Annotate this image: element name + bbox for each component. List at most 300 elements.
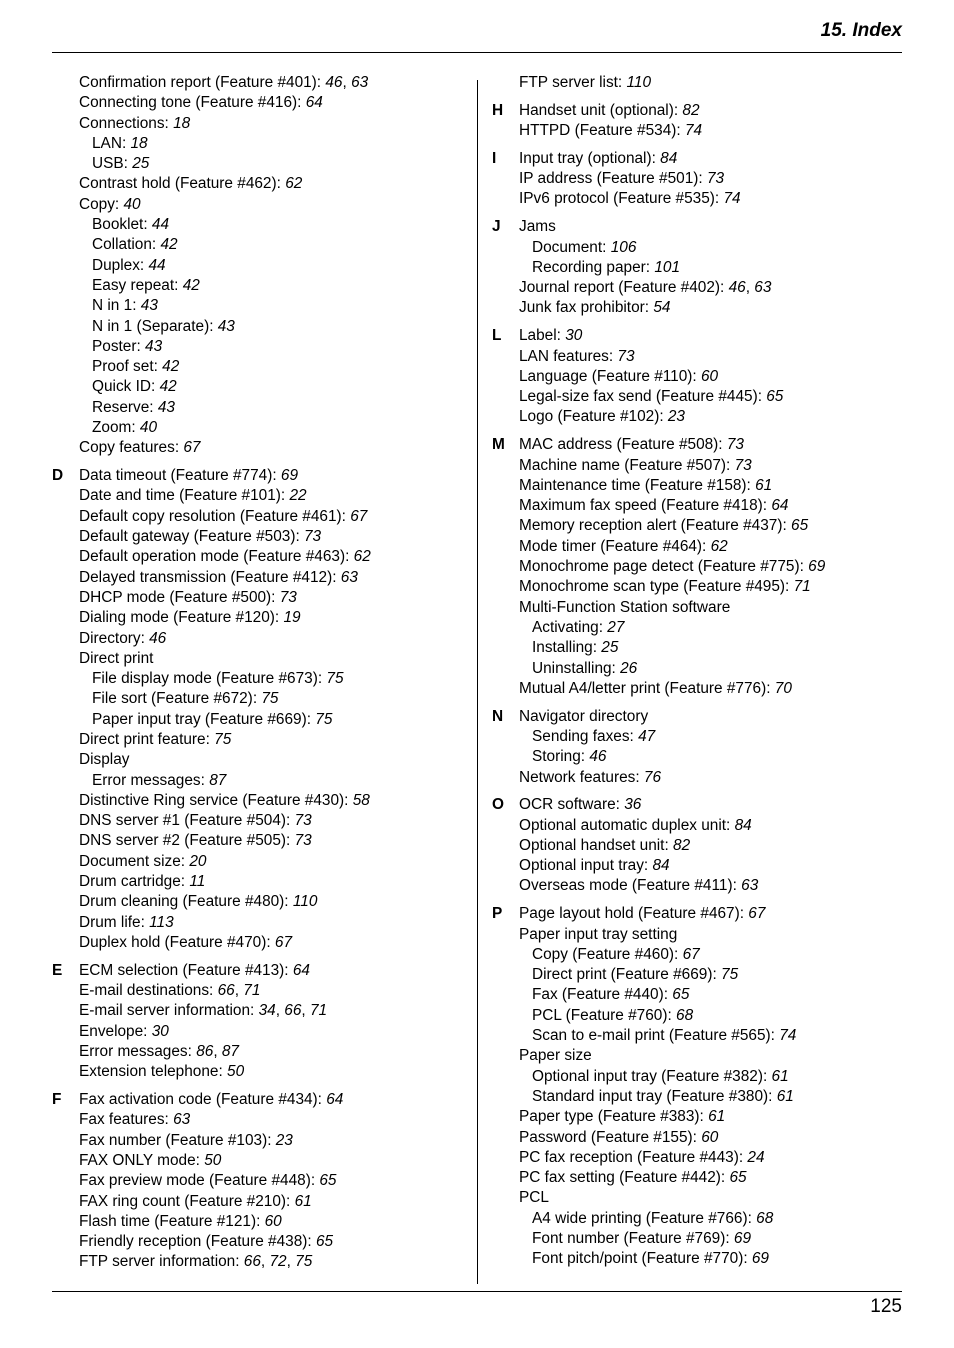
page-reference-link[interactable]: 69: [808, 558, 826, 576]
entry-label: Direct print: [79, 649, 154, 667]
index-entry: [492, 1168, 902, 1188]
entry-label: Mode timer (Feature #464):: [519, 537, 711, 555]
entry-label: Uninstalling:: [532, 659, 621, 677]
page-reference-link[interactable]: 58: [352, 791, 370, 809]
index-entry: [492, 101, 902, 121]
entry-label: Proof set:: [92, 358, 163, 376]
page-reference-link[interactable]: 75: [721, 966, 739, 984]
index-group-m: [492, 435, 902, 699]
page-reference-link[interactable]: 73: [294, 832, 312, 850]
page-reference-link[interactable]: 65: [791, 517, 809, 535]
index-entry: [52, 1131, 470, 1151]
entry-label: PC fax setting (Feature #442):: [519, 1169, 730, 1187]
page-reference-link[interactable]: 46: [149, 629, 167, 647]
entry-label: File display mode (Feature #673):: [92, 670, 327, 688]
page-reference-link[interactable]: 50: [227, 1063, 245, 1081]
index-subentry: [492, 985, 902, 1005]
page-reference-link[interactable]: 73: [706, 170, 725, 188]
page-reference-link[interactable]: 75: [295, 1253, 313, 1271]
entry-label: Page layout hold (Feature #467):: [519, 905, 749, 923]
entry-label: Font pitch/point (Feature #770):: [532, 1250, 752, 1268]
page-reference-link[interactable]: 61: [776, 1087, 794, 1105]
entry-label: Junk fax prohibitor:: [519, 299, 654, 317]
page-reference-link[interactable]: 74: [779, 1027, 797, 1045]
index-group-d: [52, 466, 470, 953]
page-reference-link[interactable]: 65: [315, 1233, 334, 1251]
page-reference-link[interactable]: 61: [708, 1108, 726, 1126]
footer-rule: [52, 1291, 902, 1292]
page-reference-link[interactable]: 30: [151, 1022, 169, 1040]
index-entry: [492, 121, 902, 141]
index-letter: M: [492, 436, 505, 454]
index-group-p: [492, 904, 902, 1269]
page-reference-link[interactable]: 110: [626, 74, 652, 91]
page-reference-link[interactable]: 34: [258, 1002, 276, 1020]
page-reference-link[interactable]: 46: [325, 74, 343, 91]
page-reference-link[interactable]: 23: [275, 1131, 293, 1149]
entry-label: Machine name (Feature #507):: [519, 456, 735, 474]
entry-label: Extension telephone:: [79, 1063, 228, 1081]
index-entry: [52, 629, 470, 649]
page-reference-link[interactable]: 50: [204, 1151, 222, 1169]
entry-label: PCL: [519, 1189, 549, 1207]
entry-label: Duplex:: [92, 256, 149, 274]
index-entry: [52, 791, 470, 811]
entry-label: Font number (Feature #769):: [532, 1230, 734, 1248]
page-reference-link[interactable]: 82: [673, 836, 691, 854]
entry-label: LAN features:: [519, 347, 618, 365]
page-reference-link[interactable]: 43: [157, 398, 175, 416]
page-reference-link[interactable]: 87: [209, 771, 227, 789]
entry-label: Legal-size fax send (Feature #445):: [519, 388, 767, 406]
page-reference-link[interactable]: 73: [304, 528, 322, 546]
entry-label: Drum life:: [79, 913, 150, 931]
page-reference-link[interactable]: 67: [350, 507, 368, 525]
entry-label: Logo (Feature #102):: [519, 408, 668, 426]
page-reference-link[interactable]: 106: [610, 238, 637, 256]
page-reference-link[interactable]: 82: [682, 101, 700, 119]
entry-label: LAN:: [92, 134, 131, 152]
entry-label: PC fax reception (Feature #443):: [519, 1148, 748, 1166]
page-reference-link[interactable]: 42: [182, 276, 200, 294]
index-subentry: [52, 235, 470, 255]
page-reference-link[interactable]: 42: [160, 236, 178, 254]
page-reference-link[interactable]: 72: [269, 1253, 287, 1271]
entry-label: DHCP mode (Feature #500):: [79, 588, 280, 606]
page-number: 125: [870, 1296, 902, 1317]
index-subentry: [52, 134, 470, 154]
entry-label: Default operation mode (Feature #463):: [79, 548, 354, 566]
entry-label: Distinctive Ring service (Feature #430):: [79, 791, 353, 809]
index-subentry: [492, 258, 902, 278]
entry-label: Monochrome page detect (Feature #775):: [519, 558, 809, 576]
index-subentry: [52, 771, 470, 791]
entry-label: Installing:: [532, 639, 602, 657]
index-group-f: [52, 1090, 470, 1273]
page-reference-link[interactable]: 62: [353, 548, 371, 566]
page-reference-link[interactable]: 69: [733, 1230, 752, 1248]
index-entry: [492, 169, 902, 189]
entry-label: FAX ring count (Feature #210):: [79, 1192, 295, 1210]
index-entry: [492, 189, 902, 209]
entry-label: Storing:: [532, 748, 590, 766]
page-reference-link[interactable]: 63: [173, 1111, 191, 1129]
index-entry: [52, 1192, 470, 1212]
index-entry: [52, 174, 470, 194]
index-entry: [492, 856, 902, 876]
index-entry: [52, 750, 470, 770]
page-reference-link[interactable]: 69: [280, 467, 299, 485]
page-reference-link[interactable]: 84: [652, 857, 670, 875]
page-reference-link[interactable]: 26: [620, 659, 638, 677]
index-group-n: [492, 707, 902, 788]
index-subentry: [492, 659, 902, 679]
page-reference-link[interactable]: 66: [284, 1002, 302, 1020]
entry-label: Zoom:: [92, 419, 140, 437]
page-reference-link[interactable]: 40: [139, 419, 158, 437]
index-entry: [492, 435, 902, 455]
page-reference-link[interactable]: 62: [285, 175, 303, 193]
entry-label: Password (Feature #155):: [519, 1128, 702, 1146]
entry-label: Optional input tray (Feature #382):: [532, 1067, 772, 1085]
index-entry: E-mail server information: 34, 66, 71: [79, 1002, 328, 1020]
index-subentry: [492, 965, 902, 985]
index-entry: [492, 149, 902, 169]
entry-label: Display: [79, 751, 130, 769]
index-entry: [492, 598, 902, 618]
entry-label: Jams: [519, 218, 556, 236]
entry-label: Overseas mode (Feature #411):: [519, 877, 742, 895]
index-letter: D: [52, 467, 64, 485]
index-entry: Journal report (Feature #402): 46, 63: [519, 279, 772, 297]
page-reference-link[interactable]: 44: [151, 216, 170, 234]
entry-label: Fax (Feature #440):: [532, 986, 673, 1004]
page-reference-link[interactable]: 110: [292, 893, 318, 911]
index-group-continued: [52, 73, 470, 459]
page-reference-link[interactable]: 46: [728, 279, 746, 297]
index-entry: [492, 577, 902, 597]
index-group-continued: [492, 73, 902, 93]
page-reference-link[interactable]: 64: [326, 1091, 344, 1109]
page-reference-link[interactable]: 43: [145, 337, 163, 355]
index-letter: L: [492, 327, 502, 345]
entry-label: Direct print (Feature #669):: [532, 966, 722, 984]
index-entry: [52, 438, 470, 458]
entry-label: Language (Feature #110):: [519, 367, 701, 385]
page-reference-link[interactable]: 22: [289, 487, 307, 505]
page-reference-link[interactable]: 113: [149, 913, 174, 931]
page-reference-link[interactable]: 66: [217, 982, 235, 1000]
index-letter: J: [492, 218, 501, 236]
page-reference-link[interactable]: 73: [294, 812, 312, 830]
index-subentry: [492, 747, 902, 767]
page-reference-link[interactable]: 67: [748, 905, 766, 923]
entry-label: IPv6 protocol (Feature #535):: [519, 190, 724, 208]
page-reference-link[interactable]: 23: [667, 408, 685, 426]
page-reference-link[interactable]: 76: [643, 768, 662, 786]
page-reference-link[interactable]: 25: [601, 639, 619, 657]
index-entry: [52, 730, 470, 750]
index-group-i: [492, 149, 902, 210]
index-subentry: [52, 418, 470, 438]
page-reference-link[interactable]: 20: [189, 852, 207, 870]
entry-label: Collation:: [92, 236, 161, 254]
index-entry: [52, 588, 470, 608]
index-subentry: [52, 398, 470, 418]
entry-label: Default gateway (Feature #503):: [79, 528, 304, 546]
index-entry: [52, 1212, 470, 1232]
page-reference-link[interactable]: 73: [726, 436, 744, 454]
entry-label: Envelope:: [79, 1022, 152, 1040]
page-reference-link[interactable]: 65: [319, 1172, 337, 1190]
index-entry: [492, 836, 902, 856]
index-entry: [492, 557, 902, 577]
index-entry: [492, 387, 902, 407]
page-reference-link[interactable]: 65: [766, 388, 784, 406]
page-reference-link[interactable]: 62: [710, 537, 728, 555]
entry-label: E-mail server information:: [79, 1002, 259, 1020]
page-reference-link[interactable]: 60: [264, 1212, 282, 1230]
index-entry: [492, 1188, 902, 1208]
page-reference-link[interactable]: 63: [340, 568, 358, 586]
index-entry: E-mail destinations: 66, 71: [79, 982, 261, 1000]
header-rule: [52, 52, 902, 53]
page-reference-link[interactable]: 24: [747, 1148, 765, 1166]
entry-label: Data timeout (Feature #774):: [79, 467, 281, 485]
page-reference-link[interactable]: 60: [701, 1128, 719, 1146]
page-reference-link[interactable]: 84: [660, 149, 678, 167]
entry-label: Activating:: [532, 618, 608, 636]
index-subentry: [492, 1026, 902, 1046]
entry-label: Maintenance time (Feature #158):: [519, 476, 756, 494]
entry-label: N in 1:: [92, 297, 141, 315]
page-reference-link[interactable]: 54: [653, 299, 671, 317]
entry-label: MAC address (Feature #508):: [519, 436, 727, 454]
entry-label: FAX ONLY mode:: [79, 1151, 205, 1169]
page-reference-link[interactable]: 43: [140, 297, 158, 315]
index-subentry: [52, 256, 470, 276]
page-reference-link[interactable]: 47: [638, 727, 656, 745]
entry-label: E-mail destinations:: [79, 982, 218, 1000]
page-reference-link[interactable]: 75: [261, 690, 279, 708]
page-reference-link[interactable]: 66: [243, 1253, 261, 1271]
page-reference-link[interactable]: 42: [162, 358, 180, 376]
index-entry: [492, 904, 902, 924]
entry-label: Date and time (Feature #101):: [79, 487, 290, 505]
entry-label: Paper input tray (Feature #669):: [92, 710, 316, 728]
page-reference-link[interactable]: 64: [305, 94, 323, 112]
page-reference-link[interactable]: 61: [771, 1067, 789, 1085]
entry-label: Optional handset unit:: [519, 836, 674, 854]
page-reference-link[interactable]: 65: [672, 986, 690, 1004]
entry-label: Multi-Function Station software: [519, 598, 731, 616]
page-reference-link[interactable]: 74: [723, 190, 741, 208]
index-entry: [492, 816, 902, 836]
entry-label: Optional automatic duplex unit:: [519, 816, 735, 834]
page-reference-link[interactable]: 61: [755, 476, 773, 494]
entry-label: Document size:: [79, 852, 190, 870]
page-reference-link[interactable]: 75: [214, 731, 232, 748]
index-entry: [52, 1110, 470, 1130]
index-subentry: [492, 1229, 902, 1249]
page-reference-link[interactable]: 65: [729, 1169, 747, 1187]
page-reference-link[interactable]: 11: [189, 873, 206, 891]
index-entry: [492, 1107, 902, 1127]
page-reference-link[interactable]: 74: [684, 122, 703, 140]
index-letter: O: [492, 796, 504, 814]
index-entry: [52, 507, 470, 527]
index-subentry: [492, 238, 902, 258]
index-entry: [52, 1171, 470, 1191]
page-reference-link[interactable]: 63: [351, 74, 369, 91]
entry-label: Mutual A4/letter print (Feature #776):: [519, 679, 775, 697]
index-entry: [52, 466, 470, 486]
entry-label: A4 wide printing (Feature #766):: [532, 1209, 757, 1227]
index-group-e: [52, 961, 470, 1083]
page-reference-link[interactable]: 73: [734, 456, 752, 474]
entry-label: N in 1 (Separate):: [92, 317, 218, 335]
index-entry: [52, 933, 470, 953]
page-reference-link[interactable]: 25: [132, 155, 150, 173]
entry-label: FTP server information:: [79, 1253, 244, 1271]
page-reference-link[interactable]: 40: [123, 195, 141, 213]
index-subentry: [52, 337, 470, 357]
page-reference-link[interactable]: 71: [309, 1002, 328, 1020]
entry-label: Connecting tone (Feature #416):: [79, 94, 306, 112]
index-entry: [52, 486, 470, 506]
index-entry: [52, 831, 470, 851]
index-subentry: [52, 689, 470, 709]
index-entry: [52, 1090, 470, 1110]
entry-label: FTP server list:: [519, 74, 627, 91]
page-reference-link[interactable]: 67: [274, 933, 293, 951]
page-reference-link[interactable]: 86: [196, 1042, 214, 1060]
page-reference-link[interactable]: 75: [326, 670, 344, 688]
entry-label: Paper size: [519, 1047, 592, 1065]
index-entry: [492, 73, 902, 93]
index-subentry: [492, 1067, 902, 1087]
index-entry: [492, 407, 902, 427]
entry-label: Scan to e-mail print (Feature #565):: [532, 1027, 780, 1045]
page-reference-link[interactable]: 63: [754, 279, 772, 297]
index-entry: [492, 1046, 902, 1066]
index-entry: [492, 795, 902, 815]
page-reference-link[interactable]: 67: [682, 945, 700, 963]
entry-label: Journal report (Feature #402):: [519, 279, 729, 297]
page-reference-link[interactable]: 18: [130, 134, 148, 152]
entry-label: Optional input tray:: [519, 857, 653, 875]
index-entry: [52, 93, 470, 113]
index-column-right: [492, 73, 902, 1277]
page-reference-link[interactable]: 42: [159, 378, 177, 396]
index-column-left: [52, 73, 470, 1280]
index-entry: Confirmation report (Feature #401): 46, 63: [79, 74, 369, 91]
index-letter: P: [492, 905, 503, 923]
entry-label: Fax features:: [79, 1111, 174, 1129]
page-reference-link[interactable]: 30: [565, 327, 583, 345]
index-entry: [52, 892, 470, 912]
entry-label: Flash time (Feature #121):: [79, 1212, 265, 1230]
page-reference-link[interactable]: 71: [793, 578, 811, 596]
page-reference-link[interactable]: 69: [751, 1250, 769, 1268]
page-reference-link[interactable]: 84: [734, 816, 752, 834]
entry-label: Network features:: [519, 768, 644, 786]
page-reference-link[interactable]: 71: [243, 982, 261, 1000]
index-group-o: [492, 795, 902, 896]
entry-label: Drum cleaning (Feature #480):: [79, 893, 293, 911]
entry-label: IP address (Feature #501):: [519, 170, 707, 188]
entry-label: Duplex hold (Feature #470):: [79, 933, 275, 951]
page-title: 15. Index: [820, 20, 902, 41]
page-reference-link[interactable]: 64: [292, 961, 310, 979]
page-reference-link[interactable]: 43: [217, 317, 235, 335]
page-reference-link[interactable]: 46: [589, 748, 607, 766]
entry-label: Sending faxes:: [532, 727, 639, 745]
index-entry: [492, 925, 902, 945]
index-entry: [52, 872, 470, 892]
index-entry: [52, 114, 470, 134]
index-group-h: [492, 101, 902, 142]
page-reference-link[interactable]: 61: [294, 1192, 312, 1210]
index-subentry: [52, 154, 470, 174]
index-entry: [492, 367, 902, 387]
page-reference-link[interactable]: 36: [624, 796, 642, 814]
page-reference-link[interactable]: 64: [771, 497, 789, 515]
page-reference-link[interactable]: 73: [279, 588, 297, 606]
page-reference-link[interactable]: 67: [183, 439, 201, 457]
index-entry: [492, 707, 902, 727]
index-entry: [52, 195, 470, 215]
page-reference-link[interactable]: 68: [756, 1209, 774, 1227]
index-entry: [492, 326, 902, 346]
index-entry: [52, 649, 470, 669]
page-reference-link[interactable]: 101: [654, 258, 681, 276]
entry-label: Directory:: [79, 629, 150, 647]
entry-label: Easy repeat:: [92, 276, 183, 294]
entry-label: HTTPD (Feature #534):: [519, 122, 685, 140]
entry-label: Handset unit (optional):: [519, 101, 683, 119]
entry-label: Document:: [532, 238, 611, 256]
entry-label: Fax activation code (Feature #434):: [79, 1091, 327, 1109]
page-reference-link[interactable]: 19: [283, 609, 301, 627]
index-entry: [492, 1128, 902, 1148]
entry-label: Maximum fax speed (Feature #418):: [519, 497, 772, 515]
page-reference-link[interactable]: 75: [315, 710, 333, 728]
page-reference-link[interactable]: 87: [221, 1042, 239, 1060]
index-entry: [492, 496, 902, 516]
page-reference-link[interactable]: 70: [774, 679, 792, 697]
index-entry: [52, 913, 470, 933]
index-entry: [492, 768, 902, 788]
page-reference-link[interactable]: 18: [173, 114, 191, 132]
index-entry: [492, 217, 902, 237]
entry-label: Label:: [519, 327, 566, 345]
entry-label: Error messages:: [92, 771, 210, 789]
page-reference-link[interactable]: 68: [676, 1006, 694, 1024]
index-entry: [492, 476, 902, 496]
entry-label: Copy features:: [79, 439, 184, 457]
page-reference-link[interactable]: 63: [741, 877, 759, 895]
page-reference-link[interactable]: 44: [148, 256, 166, 274]
page-reference-link[interactable]: 27: [607, 618, 625, 636]
entry-label: Friendly reception (Feature #438):: [79, 1233, 316, 1251]
index-subentry: [52, 276, 470, 296]
index-entry: [52, 961, 470, 981]
entry-label: Default copy resolution (Feature #461):: [79, 507, 351, 525]
page-reference-link[interactable]: 60: [700, 367, 719, 385]
page-reference-link[interactable]: 73: [617, 347, 635, 365]
index-subentry: [492, 945, 902, 965]
